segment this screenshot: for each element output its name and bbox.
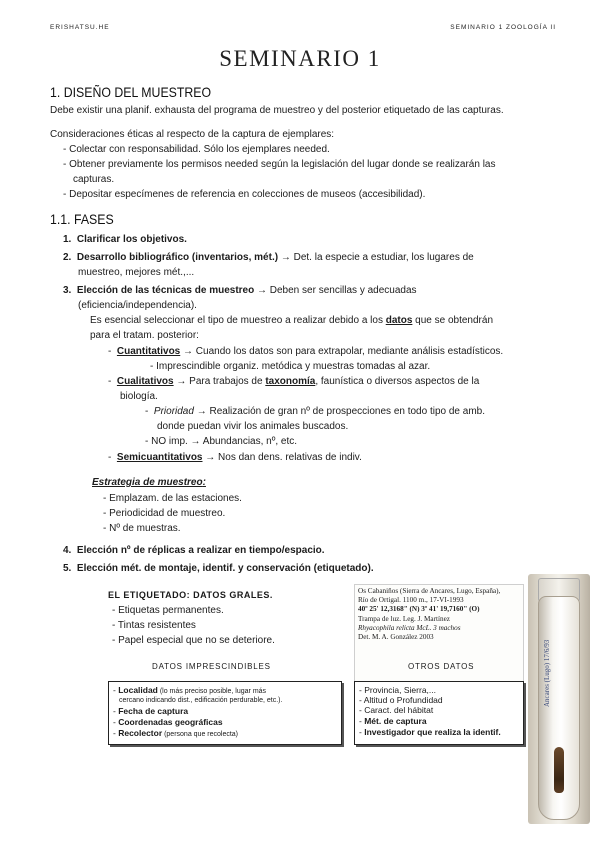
otros-item: - Mét. de captura xyxy=(359,716,427,726)
subsection-heading: 1.1. FASES xyxy=(50,211,114,227)
bullet-dash: - xyxy=(108,376,112,387)
taxonomia-emphasis: taxonomía xyxy=(265,376,316,387)
phase-text: Desarrollo bibliográfico (inventarios, mét.) xyxy=(76,252,279,263)
strategy-title: Estrategia de muestreo: xyxy=(92,477,206,488)
card-line: Os Cabaniños (Sierra de Ancares, Lugo, España), xyxy=(358,587,501,595)
otros-item: - Provincia, Sierra,... xyxy=(359,685,436,695)
type-cualitativos xyxy=(108,374,479,389)
localidad-note: (lo más preciso posible, lugar más xyxy=(157,688,267,695)
otros-item: - Altitud o Profundidad xyxy=(359,695,443,705)
otros-datos-title: OTROS DATOS xyxy=(408,662,475,671)
ethics-item: - Obtener previamente los permisos needed según la legislación del lugar donde se realizarán las xyxy=(63,159,496,170)
phase-3-line4: para el tratam. posterior: xyxy=(90,330,199,341)
localidad-note-2: cercano indicando dist., edificación perdurable, etc.). xyxy=(119,697,283,704)
phase-2-line2: muestreo, mejores mét.,... xyxy=(78,267,195,278)
type-semicuantitativos xyxy=(108,450,362,465)
bullet-dash: - xyxy=(145,406,149,417)
type-desc: , faunística o diversos aspectos de la xyxy=(315,376,480,387)
phase-number: 3. xyxy=(63,285,72,296)
noimp-line: - NO imp. → Abundancias, nº, etc. xyxy=(145,436,298,447)
localidad-label: Localidad xyxy=(118,685,158,695)
phase-desc: → Det. la especie a estudiar, los lugares de xyxy=(278,252,474,263)
strategy-item: - Periodicidad de muestreo. xyxy=(103,508,226,519)
datos-emphasis: datos xyxy=(385,315,413,326)
intro-text: Debe existir una planif. exhausta del programa de muestreo y del posterior etiquetado de las capturas. xyxy=(50,105,504,116)
phase-number: 4. xyxy=(63,545,72,556)
otros-item: - Caract. del hábitat xyxy=(359,705,434,715)
phase-number: 1. xyxy=(63,234,72,245)
phase-4 xyxy=(63,543,325,558)
phase-1 xyxy=(63,232,187,247)
recolector-label: Recolector xyxy=(118,728,163,738)
recolector-note: (persona que recolecta) xyxy=(162,731,239,738)
type-label: Cualitativos xyxy=(116,376,174,387)
prioridad-label: Prioridad xyxy=(153,406,194,417)
strategy-item: - Emplazam. de las estaciones. xyxy=(103,493,242,504)
localidad-line: - Localidad (lo más preciso posible, lugar más xyxy=(113,685,267,695)
phase-2 xyxy=(63,250,474,265)
phase-3-essential xyxy=(90,313,493,328)
datos-imprescindibles-box xyxy=(108,681,342,745)
datos-imprescindibles-title: DATOS IMPRESCINDIBLES xyxy=(152,662,271,671)
cuantitativos-sub: - Imprescindible organiz. metódica y muestras tomadas al azar. xyxy=(150,361,431,372)
bullet-dash: - xyxy=(108,346,112,357)
ethics-item: - Colectar con responsabilidad. Sólo los ejemplares needed. xyxy=(63,144,330,155)
phase-desc: → Deben ser sencillas y adecuadas xyxy=(254,285,417,296)
card-line: Río de Ortigal. 1100 m., 17-VI-1993 xyxy=(358,596,464,605)
type-label: Semicuantitativos xyxy=(116,452,203,463)
type-desc: → Cuando los datos son para extrapolar, mediante análisis estadísticos. xyxy=(180,346,504,357)
prioridad-desc: → Realización de gran nº de prospecciones en todo tipo de amb. xyxy=(193,406,485,417)
cualitativos-line2: biología. xyxy=(120,391,158,402)
fecha-line: - Fecha de captura xyxy=(113,706,189,716)
card-line: 40º 25' 12,3168" (N) 3º 41' 19,7160" (O) xyxy=(358,605,480,614)
ethics-item: capturas. xyxy=(73,174,115,185)
header-right: SEMINARIO 1 ZOOLOGÍA II xyxy=(450,24,556,31)
card-line: Rhyacophila relicta McL. 3 machos xyxy=(358,623,461,632)
phase-3-line2: (eficiencia/independencia). xyxy=(78,300,197,311)
recolector-line: - Recolector (persona que recolecta) xyxy=(113,728,239,738)
phase-text: Clarificar los objetivos. xyxy=(76,234,187,245)
etiquetado-title: EL ETIQUETADO: DATOS GRALES. xyxy=(108,590,273,600)
etiquetado-item: - Papel especial que no se deteriore. xyxy=(112,635,275,646)
strategy-title-text: Estrategia de muestreo xyxy=(92,477,203,488)
etiquetado-item: - Etiquetas permanentes. xyxy=(112,605,224,616)
coord-label: Coordenadas geográficas xyxy=(118,717,223,727)
card-line: Det. M. A. González 2003 xyxy=(358,633,434,642)
type-label: Cuantitativos xyxy=(116,346,181,357)
card-line: Trampa de luz. Leg. J. Martínez xyxy=(358,614,450,623)
text-run: Es esencial seleccionar el tipo de muestreo a realizar debido a los xyxy=(90,315,386,326)
otros-bold: Investigador que realiza la identif. xyxy=(364,727,501,737)
otros-item: - Investigador que realiza la identif. xyxy=(359,727,501,737)
type-desc: → Para trabajos de xyxy=(173,376,266,387)
strategy-item: - Nº de muestras. xyxy=(103,523,181,534)
insect-specimen xyxy=(554,747,564,793)
ethics-item: - Depositar especímenes de referencia en colecciones de museos (accesibilidad). xyxy=(63,189,426,200)
text-run: que se obtendrán xyxy=(412,315,494,326)
phase-text: Elección de las técnicas de muestreo xyxy=(76,285,255,296)
phase-number: 2. xyxy=(63,252,72,263)
specimen-tube-photo xyxy=(528,574,590,824)
prioridad-line2: donde puedan vivir los animales buscados. xyxy=(157,421,349,432)
otros-bold: Mét. de captura xyxy=(364,716,427,726)
ethics-title: Consideraciones éticas al respecto de la captura de ejemplares: xyxy=(50,129,335,140)
etiquetado-item: - Tintas resistentes xyxy=(112,620,196,631)
phase-5 xyxy=(63,561,374,576)
phase-text: Elección mét. de montaje, identif. y conservación (etiquetado). xyxy=(76,563,374,574)
otros-datos-box xyxy=(354,681,524,745)
header-left: ERISHATSU.HE xyxy=(50,24,110,31)
tube-body xyxy=(538,596,580,820)
coord-line: - Coordenadas geográficas xyxy=(113,717,223,727)
phase-number: 5. xyxy=(63,563,72,574)
bullet-dash: - xyxy=(108,452,112,463)
phase-text: Elección nº de réplicas a realizar en tiempo/espacio. xyxy=(76,545,325,556)
type-desc: → Nos dan dens. relativas de indiv. xyxy=(202,452,362,463)
fecha-label: Fecha de captura xyxy=(118,706,189,716)
tube-label: Ancares (Lugo) 17/6/93 xyxy=(543,639,551,707)
section-heading: 1. DISEÑO DEL MUESTREO xyxy=(50,84,212,100)
page-title: SEMINARIO 1 xyxy=(219,46,381,71)
phase-3 xyxy=(63,283,417,298)
prioridad-line xyxy=(145,404,485,419)
type-cuantitativos xyxy=(108,344,503,359)
